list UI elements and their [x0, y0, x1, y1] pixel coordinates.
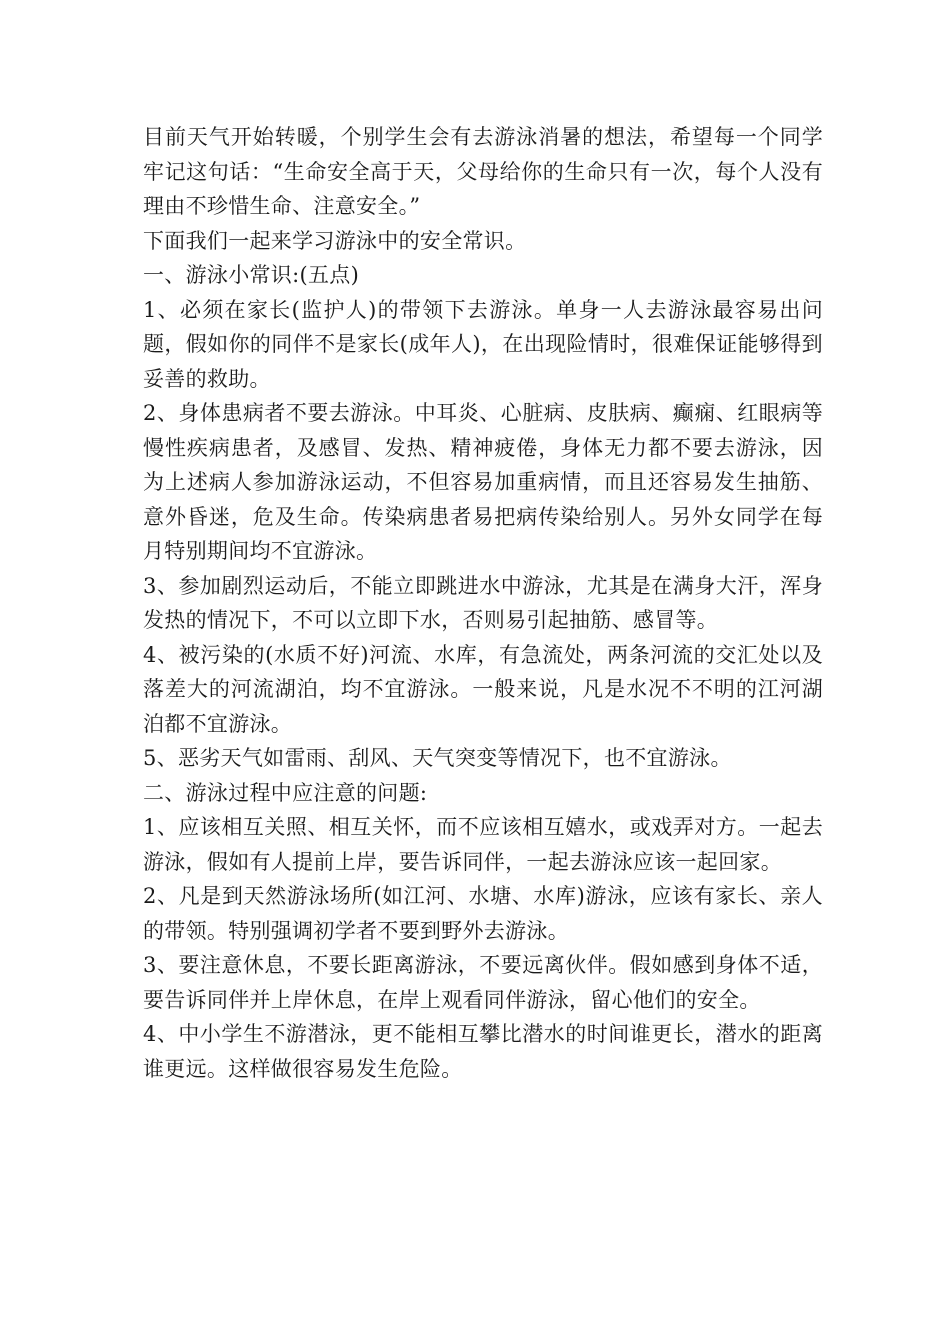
list-item: 3、参加剧烈运动后，不能立即跳进水中游泳，尤其是在满身大汗，浑身发热的情况下，不可以立即下水，否则易引起抽筋、感冒等。 [143, 573, 823, 632]
list-item: 3、要注意休息，不要长距离游泳，不要远离伙伴。假如感到身体不适，要告诉同伴并上岸休息，在岸上观看同伴游泳，留心他们的安全。 [143, 953, 823, 1012]
list-item: 5、恶劣天气如雷雨、刮风、天气突变等情况下，也不宜游泳。 [143, 746, 732, 770]
intro-lead-paragraph: 下面我们一起来学习游泳中的安全常识。 [143, 228, 527, 253]
list-item: 4、被污染的(水质不好)河流、水库，有急流处，两条河流的交汇处以及落差大的河流湖泊，均不宜游泳。一般来说，凡是水况不不明的江河湖泊都不宜游泳。 [143, 642, 823, 736]
intro-paragraph: 目前天气开始转暖，个别学生会有去游泳消暑的想法，希望每一个同学牢记这句话：“生命安全高于天，父母给你的生命只有一次，每个人没有理由不珍惜生命、注意安全。” [143, 125, 823, 218]
list-item: 2、身体患病者不要去游泳。中耳炎、心脏病、皮肤病、癫痫、红眼病等慢性疾病患者，及感冒、发热、精神疲倦，身体无力都不要去游泳，因为上述病人参加游泳运动，不但容易加重病情，而且还容易发生抽筋、意外昏迷，危及生命。传染病患者易把病传染给别人。另外女同学在每月特别期间均不宜游泳。 [143, 401, 823, 563]
list-item: 1、必须在家长(监护人)的带领下去游泳。单身一人去游泳最容易出问题，假如你的同伴不是家长(成年人)，在出现险情时，很难保证能够得到妥善的救助。 [143, 297, 823, 391]
section-heading-1: 一、游泳小常识:(五点) [143, 263, 360, 287]
list-item: 2、凡是到天然游泳场所(如江河、水塘、水库)游泳，应该有家长、亲人的带领。特别强调初学者不要到野外去游泳。 [143, 884, 823, 943]
section-heading-2: 二、游泳过程中应注意的问题: [143, 780, 428, 805]
list-item: 1、应该相互关照、相互关怀，而不应该相互嬉水，或戏弄对方。一起去游泳，假如有人提前上岸，要告诉同伴，一起去游泳应该一起回家。 [143, 815, 823, 874]
list-item: 4、中小学生不游潜泳，更不能相互攀比潜水的时间谁更长，潜水的距离谁更远。这样做很容易发生危险。 [143, 1022, 823, 1081]
document-body [143, 120, 823, 1086]
